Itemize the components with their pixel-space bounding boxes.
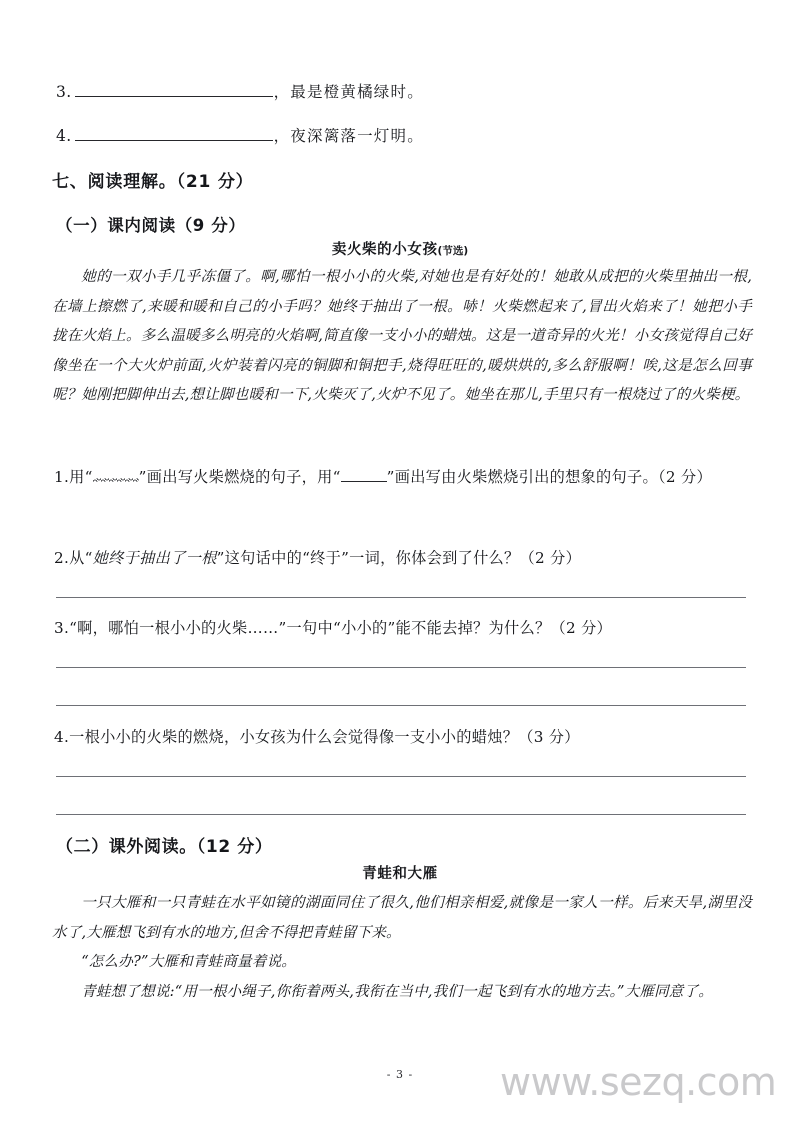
question-2 [54, 543, 754, 574]
question-3-number: 3. [54, 619, 70, 637]
fill-blank-input-3[interactable] [75, 81, 273, 97]
answer-line-q2-1[interactable] [56, 597, 746, 598]
question-1-number: 1. [54, 468, 70, 486]
passage-title-one: 卖火柴的小女孩 [331, 242, 438, 258]
question-3 [54, 613, 754, 644]
question-4 [54, 722, 754, 753]
question-4-text: 一根小小的火柴的燃烧，小女孩为什么会觉得像一支小小的蜡烛？（3 分） [69, 728, 580, 746]
answer-line-q3-1[interactable] [56, 667, 746, 668]
question-1-suffix: ”画出写由火柴燃烧引出的想象的句子。（2 分） [386, 468, 712, 486]
question-2-text-before: 从“ [69, 549, 93, 567]
fill-blank-input-4[interactable] [75, 125, 273, 141]
straight-underline-icon [341, 468, 387, 482]
fill-blank-row-3 [56, 80, 424, 102]
page-number: - 3 - [386, 1068, 414, 1081]
question-2-quote: 她终于抽出了一根 [92, 549, 217, 567]
fill-blank-text-4: ，夜深篱落一灯明。 [273, 127, 424, 145]
fill-blank-row-4 [56, 124, 424, 146]
passage-one-paragraph: 她的一双小手几乎冻僵了。啊,哪怕一根小小的火柴,对她也是有好处的！她敢从成把的火柴里抽出一根,在墙上擦燃了,来暖和暖和自己的小手吗？她终于抽出了一根。哧！火柴燃起来了,冒出火焰来了！她把小手拢在火焰上。多么温暖多么明亮的火焰啊,简直像一支小小的蜡烛。这是一道奇异的火光！小女孩觉得自己好像坐在一个大火炉前面,火炉装着闪亮的铜脚和铜把手,烧得旺旺的,暖烘烘的,多么舒服啊！唉,这是怎么回事呢？她刚把脚伸出去,想让脚也暖和一下,火柴灭了,火炉不见了。她坐在那儿,手里只有一根烧过了的火柴梗。 [52, 268, 752, 403]
question-1 [54, 462, 754, 493]
passage-title-one-note: (节选) [437, 245, 469, 257]
subsection-heading-part-two: （二）课外阅读。（12 分） [56, 837, 273, 857]
question-1-middle: ”画出写火柴燃烧的句子，用“ [138, 468, 341, 486]
fill-blank-number-3: 3. [56, 83, 72, 101]
question-2-number: 2. [54, 549, 70, 567]
question-2-text-after: ”这句话中的“终于”一词，你体会到了什么？（2 分） [216, 549, 582, 567]
passage-two-paragraph-1: 一只大雁和一只青蛙在水平如镜的湖面同住了很久,他们相亲相爱,就像是一家人一样。后来天旱,湖里没水了,大雁想飞到有水的地方,但舍不得把青蛙留下来。 [52, 894, 752, 941]
site-watermark: www.sezq.com [500, 1060, 777, 1104]
passage-two-paragraph-3: 青蛙想了想说:“用一根小绳子,你衔着两头,我衔在当中,我们一起飞到有水的地方去。”大雁同意了。 [81, 982, 714, 1000]
wavy-underline-icon [93, 469, 139, 482]
passage-title-one-wrap [0, 238, 800, 259]
answer-line-q4-1[interactable] [56, 776, 746, 777]
passage-two-paragraph-2: “怎么办?”大雁和青蛙商量着说。 [81, 953, 297, 970]
answer-line-q4-2[interactable] [56, 814, 746, 815]
answer-line-q3-2[interactable] [56, 705, 746, 706]
passage-body-one [52, 262, 752, 410]
passage-title-two: 青蛙和大雁 [362, 866, 438, 882]
fill-blank-text-3: ，最是橙黄橘绿时。 [273, 83, 424, 101]
subsection-heading-part-one: （一）课内阅读（9 分） [56, 216, 246, 235]
question-1-prefix: 用“ [69, 468, 93, 486]
fill-blank-number-4: 4. [56, 127, 72, 145]
question-3-text: “啊，哪怕一根小小的火柴……”一句中“小小的”能不能去掉？为什么？（2 分） [69, 619, 613, 637]
question-4-number: 4. [54, 728, 70, 746]
section-heading-seven: 七、阅读理解。（21 分） [52, 172, 254, 192]
passage-body-two [52, 888, 752, 1006]
